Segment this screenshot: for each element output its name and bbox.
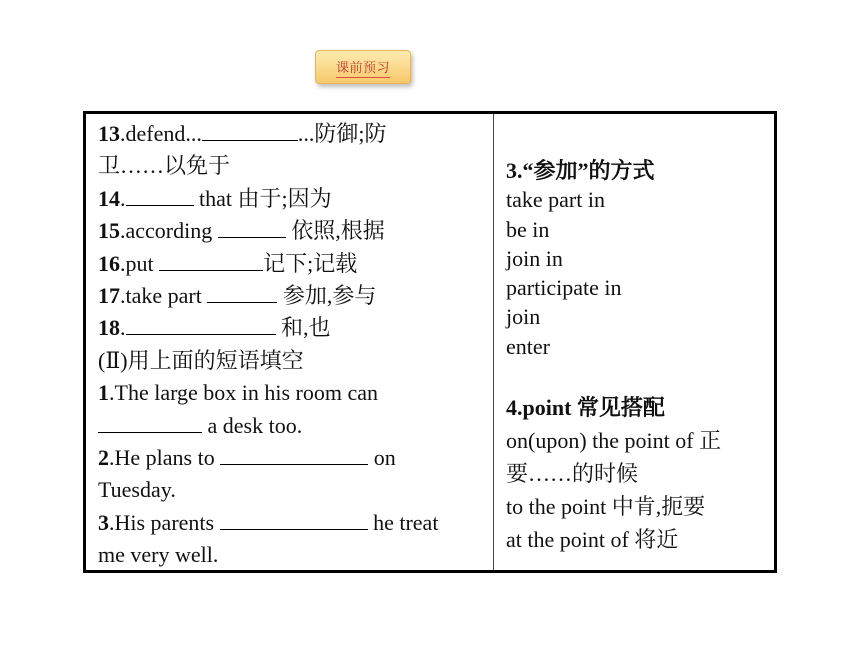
question-2-cont: Tuesday.: [98, 477, 176, 503]
phrase-item: join in: [506, 245, 563, 271]
blank: [126, 316, 276, 335]
item-17: 17.take part 参加,参与: [98, 283, 377, 309]
item-13-cont: 卫……以免于: [98, 153, 231, 179]
phrase-item: enter: [506, 333, 550, 359]
phrase-item: participate in: [506, 275, 622, 301]
blank: [202, 122, 298, 141]
section-title: (Ⅱ)用上面的短语填空: [98, 347, 304, 373]
point-collocation: 要……的时候: [506, 461, 639, 487]
question-1-cont: a desk too.: [98, 410, 493, 442]
left-column: [86, 114, 494, 570]
blank: [98, 414, 202, 433]
blank: [220, 511, 368, 530]
phrase-item: take part in: [506, 187, 605, 213]
item-16: 16.put 记下;记载: [98, 250, 358, 276]
question-2: 2.He plans to on: [98, 445, 396, 471]
item-15: 15.according 依照,根据: [98, 218, 385, 244]
blank: [207, 284, 277, 303]
heading-4: 4.point 常见搭配: [506, 395, 665, 421]
point-collocation: at the point of 将近: [506, 527, 679, 553]
question-1: 1.The large box in his room can: [98, 380, 379, 406]
question-3: 3.His parents he treat: [98, 509, 439, 535]
question-3-cont: me very well.: [98, 542, 219, 568]
section-badge: [315, 50, 411, 84]
item-14: 14. that 由于;因为: [98, 185, 332, 211]
blank: [126, 187, 194, 206]
point-collocation: to the point 中肯,扼要: [506, 494, 706, 520]
content-table: [83, 111, 777, 573]
blank: [220, 446, 368, 465]
item-18: 18. 和,也: [98, 315, 331, 341]
badge-label: 课前预习: [336, 57, 390, 78]
phrase-item: be in: [506, 216, 550, 242]
heading-3: 3.“参加”的方式: [506, 158, 655, 183]
right-column: [494, 114, 774, 570]
item-13: 13.defend... ...防御;防: [98, 121, 387, 146]
point-collocation: on(upon) the point of 正: [506, 428, 722, 454]
blank: [159, 252, 263, 271]
blank: [218, 219, 286, 238]
phrase-item: join: [506, 304, 541, 330]
